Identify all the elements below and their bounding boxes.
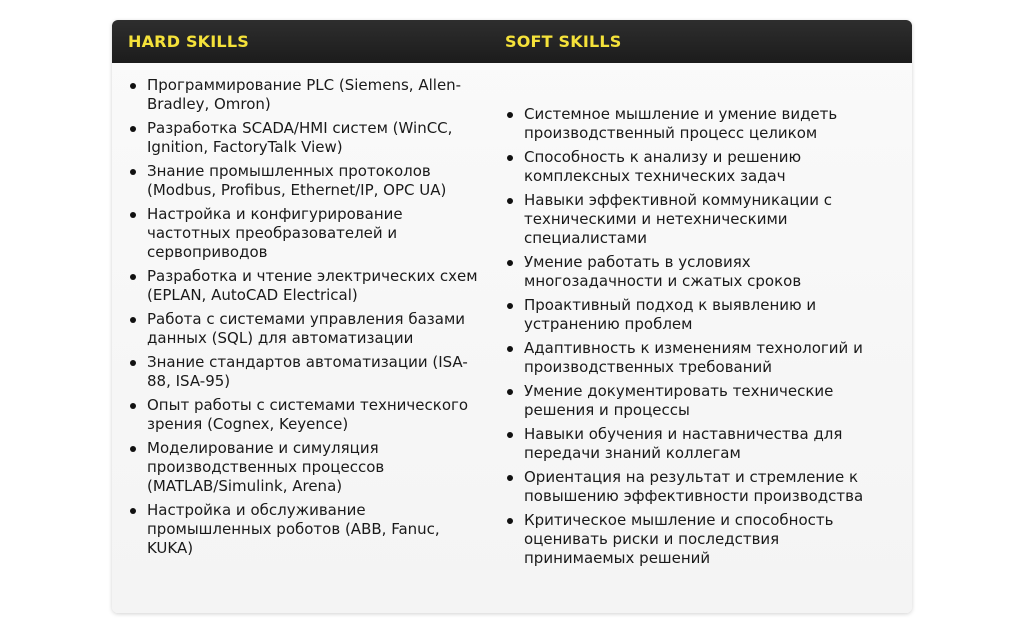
hard-skill-item: Работа с системами управления базами данных (SQL) для автоматизации: [128, 310, 488, 348]
hard-skill-item: Опыт работы с системами технического зрения (Cognex, Keyence): [128, 396, 488, 434]
hard-skill-item: Настройка и обслуживание промышленных роботов (ABB, Fanuc, KUKA): [128, 501, 488, 558]
soft-skill-item: Проактивный подход к выявлению и устранению проблем: [505, 296, 885, 334]
soft-skill-item: Критическое мышление и способность оценивать риски и последствия принимаемых решений: [505, 511, 885, 568]
table-header: [112, 20, 912, 63]
hard-skill-item: Знание промышленных протоколов (Modbus, Profibus, Ethernet/IP, OPC UA): [128, 162, 488, 200]
soft-skill-item: Умение документировать технические решения и процессы: [505, 382, 885, 420]
hard-skill-item: Разработка SCADA/HMI систем (WinCC, Ignition, FactoryTalk View): [128, 119, 488, 157]
soft-skill-item: Навыки обучения и наставничества для передачи знаний коллегам: [505, 425, 885, 463]
hard-skill-item: Разработка и чтение электрических схем (EPLAN, AutoCAD Electrical): [128, 267, 488, 305]
hard-skill-item: Моделирование и симуляция производственных процессов (MATLAB/Simulink, Arena): [128, 439, 488, 496]
hard-skills-list: [128, 76, 488, 563]
hard-skill-item: Знание стандартов автоматизации (ISA-88, ISA-95): [128, 353, 488, 391]
soft-skill-item: Способность к анализу и решению комплексных технических задач: [505, 148, 885, 186]
soft-skills-list: [505, 105, 885, 573]
soft-skill-item: Системное мышление и умение видеть производственный процесс целиком: [505, 105, 885, 143]
soft-skill-item: Умение работать в условиях многозадачности и сжатых сроков: [505, 253, 885, 291]
hard-skill-item: Программирование PLC (Siemens, Allen-Bradley, Omron): [128, 76, 488, 114]
soft-skill-item: Навыки эффективной коммуникации с техническими и нетехническими специалистами: [505, 191, 885, 248]
soft-skills-heading: SOFT SKILLS: [505, 32, 622, 51]
hard-skill-item: Настройка и конфигурирование частотных преобразователей и сервоприводов: [128, 205, 488, 262]
soft-skill-item: Адаптивность к изменениям технологий и производственных требований: [505, 339, 885, 377]
skills-table: [112, 20, 912, 613]
soft-skill-item: Ориентация на результат и стремление к повышению эффективности производства: [505, 468, 885, 506]
hard-skills-heading: HARD SKILLS: [128, 32, 249, 51]
